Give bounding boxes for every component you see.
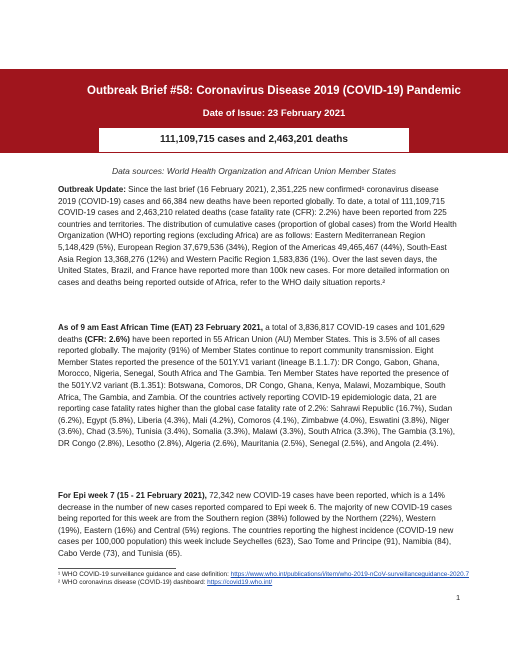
africa-status-paragraph <box>58 322 458 450</box>
outbreak-update-text: Since the last brief (16 February 2021), 2,351,225 new confirmed¹ coronavirus disease 2019 (COVID-19) cases and 66,384 new deaths have been reported globally. To date, a total of 111,109,715 COVID-19 cases and 2,463,210 related deaths (case fatality rate (CFR): 2.2%) have been reported from 225 countries and territories. The distribution of cumulative cases (proportion of global cases) from the World Health Organization (WHO) reporting regions (excluding Africa) are as follows: Eastern Mediterranean Region 5,148,429 (5%), European Region 37,679,536 (34%), Region of the Americas 49,465,467 (44%), South-East Asia Region 13,368,276 (12%) and Western Pacific Region 1,583,836 (1%). Over the last seven days, the United States, Brazil, and France have reported more than 100k new cases. For more detailed information on cases and deaths being reported outside of Africa, refer to the WHO daily situation reports.² <box>58 185 457 287</box>
africa-status-text-a: a total of 3,836,817 COVID-19 cases and 101,629 deaths <box>58 323 445 344</box>
epi-week-label: For Epi week 7 (15 - 21 February 2021), <box>58 491 207 500</box>
brief-title: Outbreak Brief #58: Coronavirus Disease 2019 (COVID-19) Pandemic <box>87 85 461 97</box>
outbreak-update-label: Outbreak Update: <box>58 185 126 194</box>
footnote-2-text: ² WHO coronavirus disease (COVID-19) dashboard: <box>58 579 208 587</box>
africa-status-text-b: have been reported in 55 African Union (AU) Member States. This is 3.5% of all cases reported globally. The majority (91%) of Member States continue to report community transmission. Eight Member States reported the presence of the 501Y.V1 variant (lineage B.1.1.7): DR Congo, Gabon, Ghana, Morocco, Nigeria, Senegal, South Africa and The Gambia. Ten Member States have reported the presence of the 501Y.V2 variant (B.1.351): Botswana, Comoros, DR Congo, Ghana, Kenya, Malawi, Mozambique, South Africa, The Gambia, and Zambia. Of the countries actively reporting COVID-19 epidemiologic data, 21 are reporting case fatality rates higher than the global case fatality rate of 2.2%: Sahrawi Republic (16.7%), Sudan (6.2%), Egypt (5.8%), Liberia (4.3%), Mali (4.2%), Comoros (4.1%), Zimbabwe (4.0%), Eswatini (3.8%), Niger (3.6%), Chad (3.5%), Tunisia (3.4%), Somalia (3.3%), Malawi (3.3%), South Africa (3.3%), The Gambia (3.1%), DR Congo (2.8%), Lesotho (2.8%), Algeria (2.6%), Mauritania (2.5%), Senegal (2.5%), and Angola (2.4%). <box>58 334 456 448</box>
footnote-2-link[interactable]: https://covid19.who.int/ <box>207 579 273 587</box>
africa-cfr: (CFR: 2.6%) <box>84 334 130 344</box>
footnotes <box>58 571 478 588</box>
headline-stats: 111,109,715 cases and 2,463,201 deaths <box>99 128 409 152</box>
footnote-2 <box>58 579 478 587</box>
footnote-1-text: ¹ WHO COVID-19 surveillance guidance and case definition: <box>58 571 231 578</box>
footnote-1-link[interactable]: https://www.who.int/publications/i/item/who-2019-nCoV-surveillanceguidance-2020.7 <box>230 571 469 578</box>
epi-week-text: 72,342 new COVID-19 cases have been reported, which is a 14% decrease in the number of new cases reported compared to Epi week 6. The majority of new COVID-19 cases being reported for this week are from the Southern region (38%) followed by the Northern (22%), Western (19%), Eastern (16%) and Central (5%) regions. The countries reporting the highest incidence (COVID-19 new cases per 100,000 population) this week include Seychelles (623), Sao Tome and Principe (91), Namibia (84), Cabo Verde (73), and Tunisia (65). <box>58 491 454 558</box>
footnote-1 <box>58 571 478 579</box>
africa-status-label: As of 9 am East African Time (EAT) 23 February 2021, <box>58 323 263 332</box>
data-sources: Data sources: World Health Organization and African Union Member States <box>111 166 397 176</box>
footnote-divider <box>58 568 176 569</box>
page-number: 1 <box>456 593 461 602</box>
header-banner <box>0 69 508 153</box>
epi-week-paragraph <box>58 490 458 560</box>
outbreak-update-paragraph <box>58 184 458 288</box>
issue-date: Date of Issue: 23 February 2021 <box>202 108 346 119</box>
